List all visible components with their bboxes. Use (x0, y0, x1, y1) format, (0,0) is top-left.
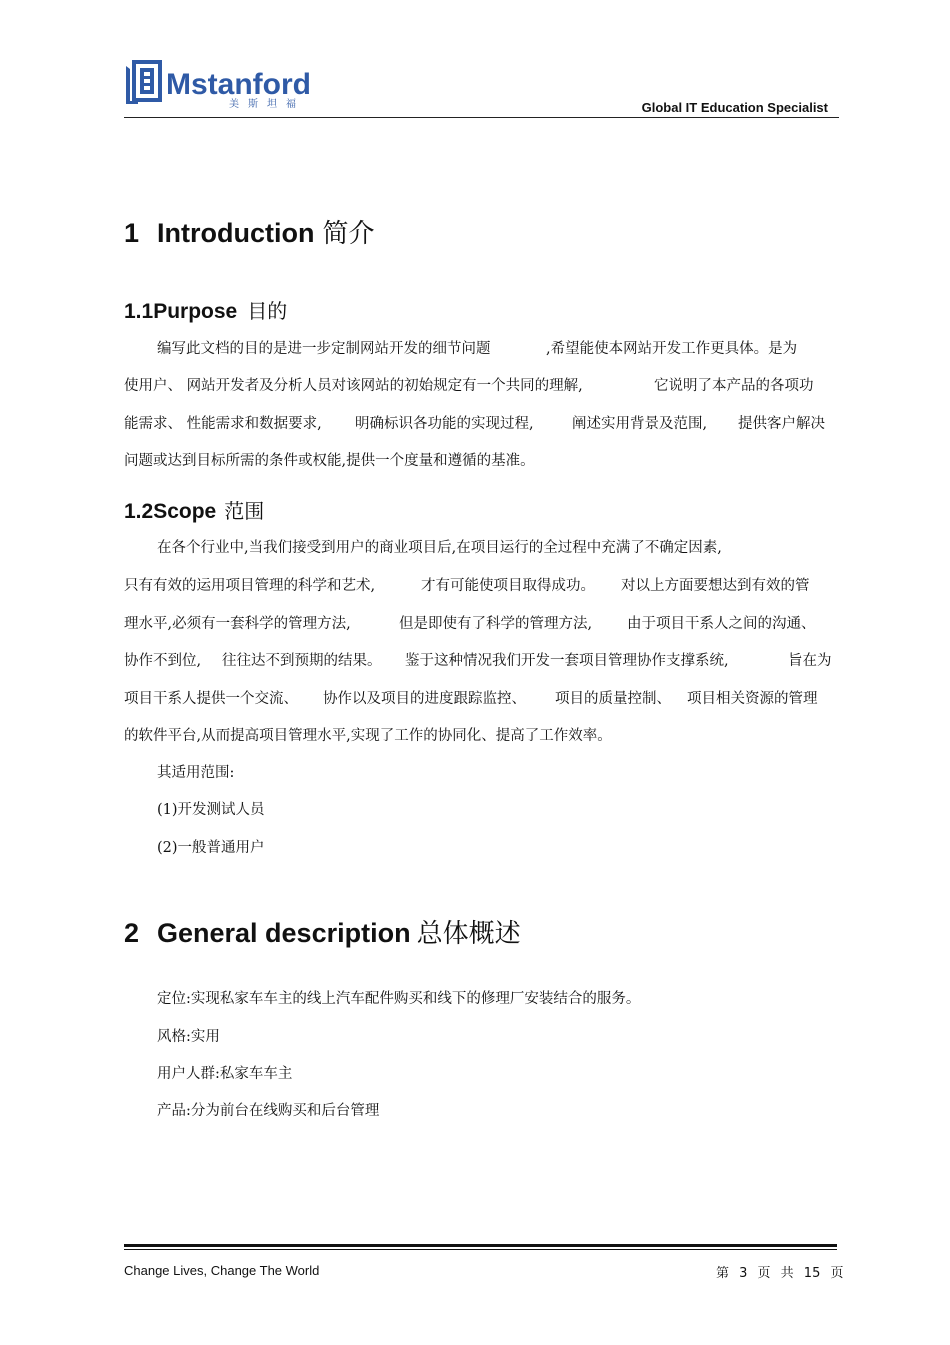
text-segment: 使用户、 网站开发者及分析人员对该网站的初始规定有一个共同的理解, (124, 378, 583, 394)
section-1-2-heading (124, 495, 264, 524)
section-title-cn: 简介 (322, 219, 375, 249)
text-segment: 项目干系人提供一个交流、 (124, 691, 298, 707)
section-title: General description (157, 918, 411, 948)
text-segment: 只有有效的运用项目管理的科学和艺术, (124, 578, 376, 594)
text-segment: 但是即使有了科学的管理方法, (399, 616, 593, 632)
subsection-title: Purpose (153, 300, 238, 323)
text-segment: 问题或达到目标所需的条件或权能,提供一个度量和遵循的基准。 (124, 453, 535, 469)
section-1-1-heading (124, 295, 287, 324)
section-title: Introduction (157, 218, 315, 248)
footer-divider-thin (124, 1249, 837, 1250)
text-segment: 提供客户解决 (738, 416, 825, 432)
text-segment: 编写此文档的目的是进一步定制网站开发的细节问题 (157, 341, 491, 357)
header-divider (124, 117, 839, 118)
text-segment: ,希望能使本网站开发工作更具体。是为 (546, 341, 798, 357)
description-positioning: 定位:实现私家车车主的线上汽车配件购买和线下的修理厂安装结合的服务。 (157, 991, 641, 1007)
subsection-title: Scope (153, 500, 217, 523)
text-segment: 鉴于这种情况我们开发一套项目管理协作支撑系统, (405, 653, 729, 669)
scope-item-2: (2)一般普通用户 (157, 840, 265, 856)
section-1-heading (124, 213, 374, 250)
text-segment: 阐述实用背景及范围, (572, 416, 708, 432)
page-number: 第 3 页 共 15 页 (716, 1266, 844, 1281)
text-segment: 在各个行业中,当我们接受到用户的商业项目后,在项目运行的全过程中充满了不确定因素, (157, 540, 722, 556)
text-segment: 旨在为 (788, 653, 832, 669)
text-segment: 对以上方面要想达到有效的管 (621, 578, 810, 594)
header-tagline: Global IT Education Specialist (641, 100, 828, 115)
text-segment: 由于项目干系人之间的沟通、 (627, 616, 816, 632)
text-segment: 明确标识各功能的实现过程, (355, 416, 534, 432)
text-segment: 协作以及项目的进度跟踪监控、 (323, 691, 526, 707)
scope-label: 其适用范围: (157, 765, 235, 781)
text-segment: 往往达不到预期的结果。 (222, 653, 382, 669)
text-segment: 它说明了本产品的各项功 (654, 378, 814, 394)
logo-chinese-name: 美斯坦福 (229, 99, 305, 110)
description-style: 风格:实用 (157, 1029, 220, 1045)
text-segment: 的软件平台,从而提高项目管理水平,实现了工作的协同化、提高了工作效率。 (124, 728, 612, 744)
section-number: 2 (124, 918, 140, 948)
section-2-heading (124, 913, 521, 950)
subsection-title-cn: 目的 (247, 299, 288, 323)
description-product: 产品:分为前台在线购买和后台管理 (157, 1103, 380, 1119)
text-segment: 才有可能使项目取得成功。 (421, 578, 595, 594)
svg-text:Mstanford: Mstanford (166, 68, 311, 101)
text-segment: 项目相关资源的管理 (687, 691, 818, 707)
section-title-cn: 总体概述 (416, 919, 521, 949)
description-users: 用户人群:私家车车主 (157, 1066, 293, 1082)
subsection-number: 1.1 (124, 300, 154, 323)
text-segment: 协作不到位, (124, 653, 202, 669)
footer-slogan: Change Lives, Change The World (124, 1263, 320, 1278)
text-segment: 理水平,必须有一套科学的管理方法, (124, 616, 351, 632)
footer-divider-thick (124, 1244, 837, 1247)
text-segment: 能需求、 性能需求和数据要求, (124, 416, 322, 432)
subsection-title-cn: 范围 (224, 499, 265, 523)
text-segment: 项目的质量控制、 (555, 691, 671, 707)
section-number: 1 (124, 218, 140, 248)
subsection-number: 1.2 (124, 500, 154, 523)
scope-item-1: (1)开发测试人员 (157, 802, 265, 818)
